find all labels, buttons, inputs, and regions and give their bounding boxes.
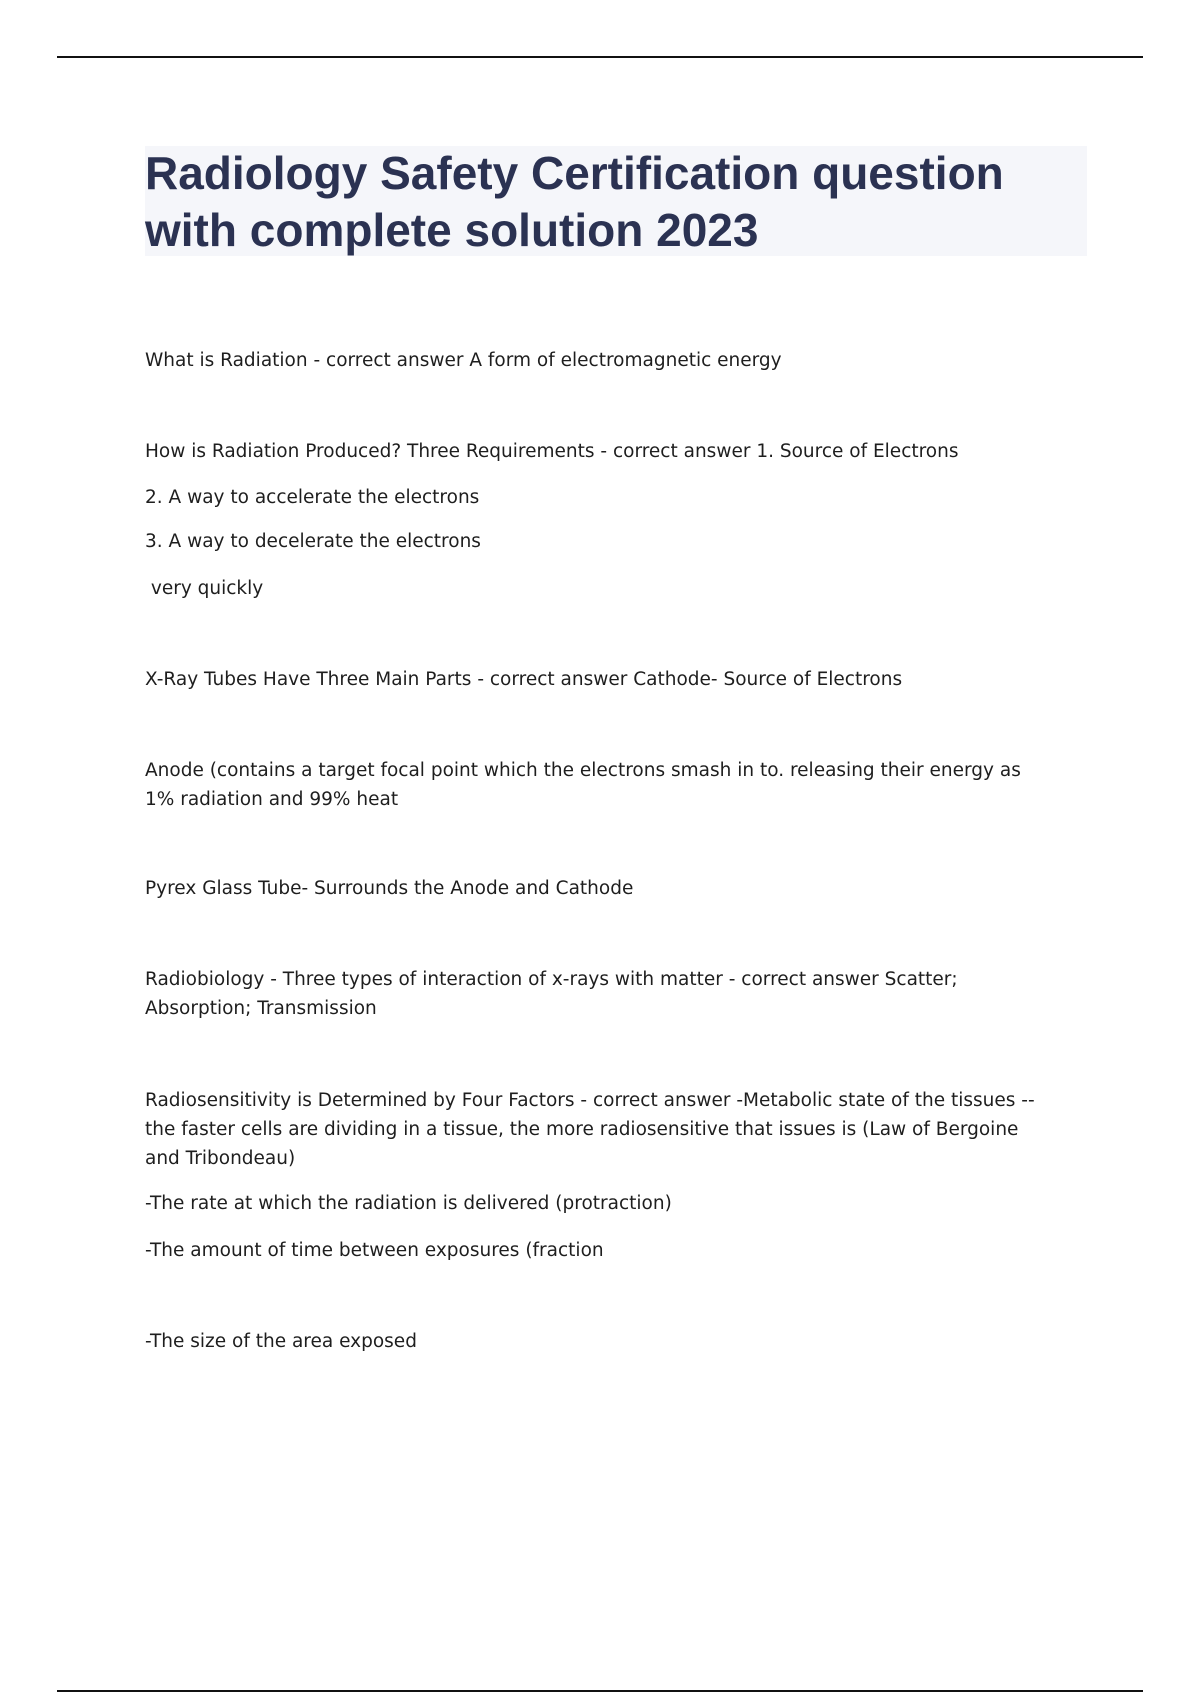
qa-paragraph: How is Radiation Produced? Three Requirements - correct answer 1. Source of Electrons [145, 441, 959, 462]
qa-paragraph: -The rate at which the radiation is delivered (protraction) [145, 1193, 672, 1214]
qa-paragraph: -The amount of time between exposures (fraction [145, 1240, 604, 1261]
qa-paragraph: X-Ray Tubes Have Three Main Parts - correct answer Cathode- Source of Electrons [145, 669, 903, 690]
qa-paragraph: Anode (contains a target focal point which the electrons smash in to. releasing their energy as 1% radiation and 99% heat [145, 760, 1021, 810]
qa-paragraph: -The size of the area exposed [145, 1331, 417, 1352]
qa-paragraph: 2. A way to accelerate the electrons [145, 487, 480, 508]
qa-paragraph: 3. A way to decelerate the electrons [145, 531, 481, 552]
qa-paragraph: very quickly [145, 578, 264, 599]
qa-paragraph: What is Radiation - correct answer A form of electromagnetic energy [145, 350, 782, 371]
bottom-divider [57, 1690, 1143, 1692]
qa-paragraph: Radiosensitivity is Determined by Four Factors - correct answer -Metabolic state of the tissues --the faster cells are dividing in a tissue, the more radiosensitive that issues is (Law of Bergoine and Tribondeau) [145, 1090, 1035, 1169]
top-divider [57, 56, 1143, 58]
qa-paragraph: Pyrex Glass Tube- Surrounds the Anode and Cathode [145, 878, 634, 899]
document-title: Radiology Safety Certification question with complete solution 2023 [145, 147, 1004, 256]
qa-paragraph: Radiobiology - Three types of interaction of x-rays with matter - correct answer Scatter; Absorption; Transmission [145, 969, 958, 1019]
